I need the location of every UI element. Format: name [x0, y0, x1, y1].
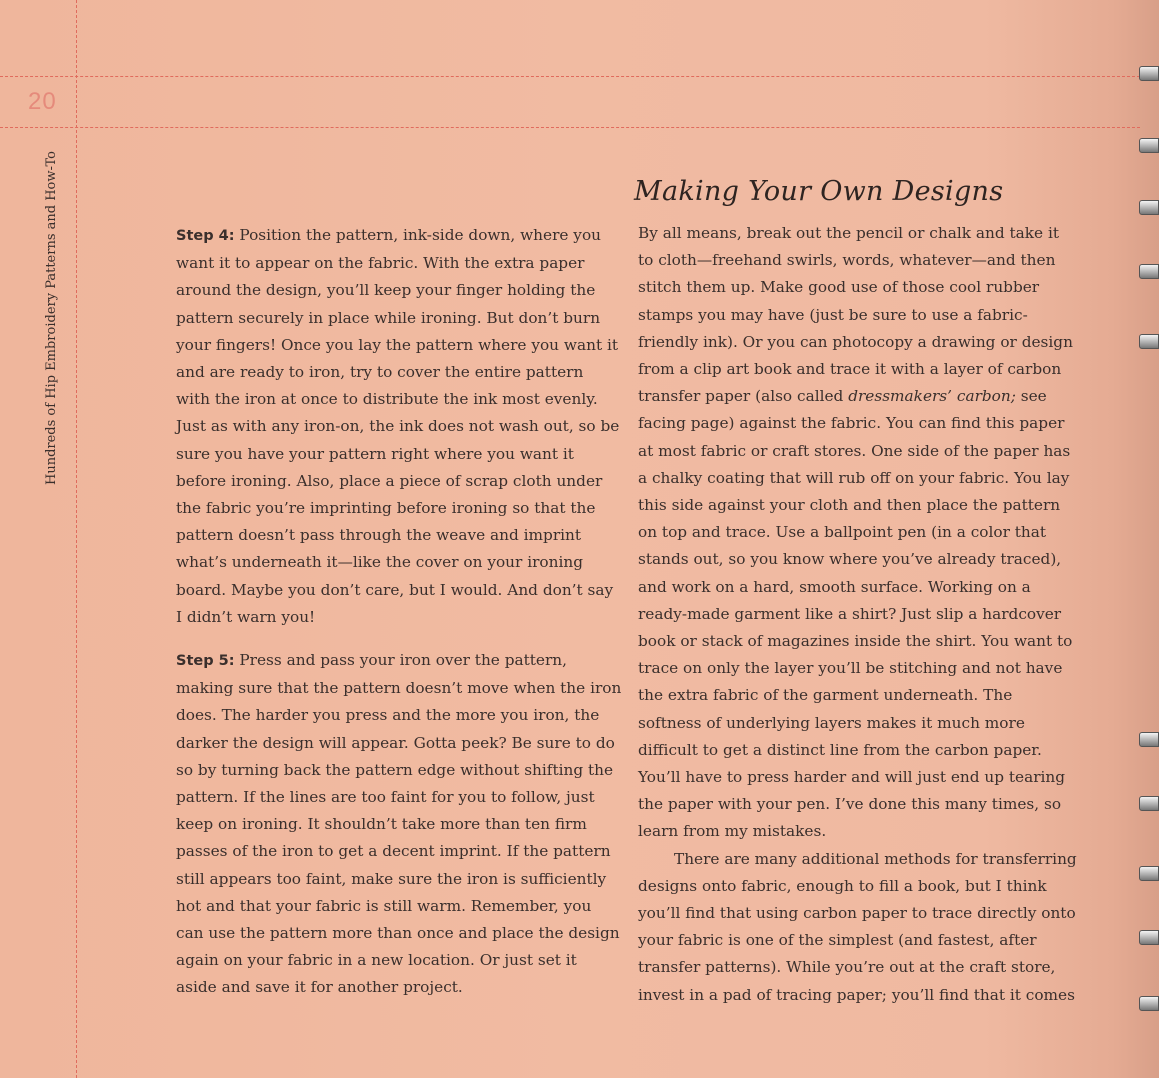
step-5-text: Press and pass your iron over the pattern, making sure that the pattern doesn’t move when the iron does. The harder you press and the more you iron, the darker the design will appear. Gotta peek? Be sure to do so by turning back the pattern edge without shifting the pattern. If the lines are too faint for you to follow, just keep on ironing. It shouldn’t take more than ten firm passes of the iron to get a decent imprint. If the pattern still appears too faint, make sure the iron is sufficiently hot and that your fabric is still warm. Remember, you can use the pattern more than once and place the design again on your fabric in a new location. Or just set it aside and save it for another project.: [176, 651, 622, 997]
step-5-label: Step 5:: [176, 653, 235, 670]
left-column: [176, 222, 622, 1002]
step-5-paragraph: [176, 647, 622, 1002]
binding-ring: [1139, 930, 1159, 945]
right-column: [638, 220, 1078, 1009]
binding-ring: [1139, 200, 1159, 215]
designs-italic-term: dressmakers’ carbon;: [848, 387, 1016, 406]
top-guide-line: [0, 76, 1140, 77]
margin-guide-line: [76, 0, 77, 1078]
binding-ring: [1139, 732, 1159, 747]
step-4-label: Step 4:: [176, 228, 235, 244]
step-4-paragraph: [176, 222, 622, 631]
step-4-text: Position the pattern, ink-side down, where you want it to appear on the fabric. With the extra paper around the design, you’ll keep your finger holding the pattern securely in place while ironing. But don’t burn your fingers! Once you lay the pattern where you want it and are ready to iron, try to cover the entire pattern with the iron at once to distribute the ink most evenly. Just as with any iron-on, the ink does not wash out, so be sure you have your pattern right where you want it before ironing. Also, place a piece of scrap cloth under the fabric you’re imprinting before ironing so that the pattern doesn’t pass through the weave and imprint what’s underneath it—like the cover on your ironing board. Maybe you don’t care, but I would. And don’t say I didn’t warn you!: [176, 226, 620, 626]
binding-ring: [1139, 138, 1159, 153]
binding-ring: [1139, 334, 1159, 349]
designs-paragraph-2: There are many additional methods for transferring designs onto fabric, enough to fill a book, but I think you’ll find that using carbon paper to trace directly onto your fabric is one of the simplest (and fastest, after transfer patterns). While you’re out at the craft store, invest in a pad of tracing paper; you’ll find that it comes: [638, 849, 1077, 1004]
binding-ring: [1139, 866, 1159, 881]
page-number: 20: [28, 88, 57, 115]
header-guide-line: [0, 127, 1140, 128]
designs-text-b: see facing page) against the fabric. You can find this paper at most fabric or craft stores. One side of the paper has a chalky coating that will rub off on your fabric. You lay this side against your cloth and then place the pattern on top and trace. Use a ballpoint pen (in a color that stands out, so you know where you’ve already traced), and work on a hard, smooth surface. Working on a ready-made garment like a shirt? Just slip a hardcover book or stack of magazines inside the shirt. You want to trace on only the layer you’ll be stitching and not have the extra fabric of the garment underneath. The softness of underlying layers makes it much more difficult to get a distinct line from the carbon paper. You’ll have to press harder and will just end up tearing the paper with your pen. I’ve done this many times, so learn from my mistakes.: [638, 387, 1073, 841]
binding-ring: [1139, 264, 1159, 279]
binding-ring: [1139, 66, 1159, 81]
running-title: Hundreds of Hip Embroidery Patterns and How-To: [44, 151, 59, 485]
spiral-binding: [1137, 0, 1159, 1078]
designs-text-a: By all means, break out the pencil or chalk and take it to cloth—freehand swirls, words, whatever—and then stitch them up. Make good use of those cool rubber stamps you may have (just be sure to use a fabric-friendly ink). Or you can photocopy a drawing or design from a clip art book and trace it with a layer of carbon transfer paper (also called: [638, 224, 1073, 406]
binding-ring: [1139, 996, 1159, 1011]
binding-ring: [1139, 796, 1159, 811]
section-heading: Making Your Own Designs: [634, 176, 1004, 207]
designs-paragraph-1: [638, 220, 1078, 846]
